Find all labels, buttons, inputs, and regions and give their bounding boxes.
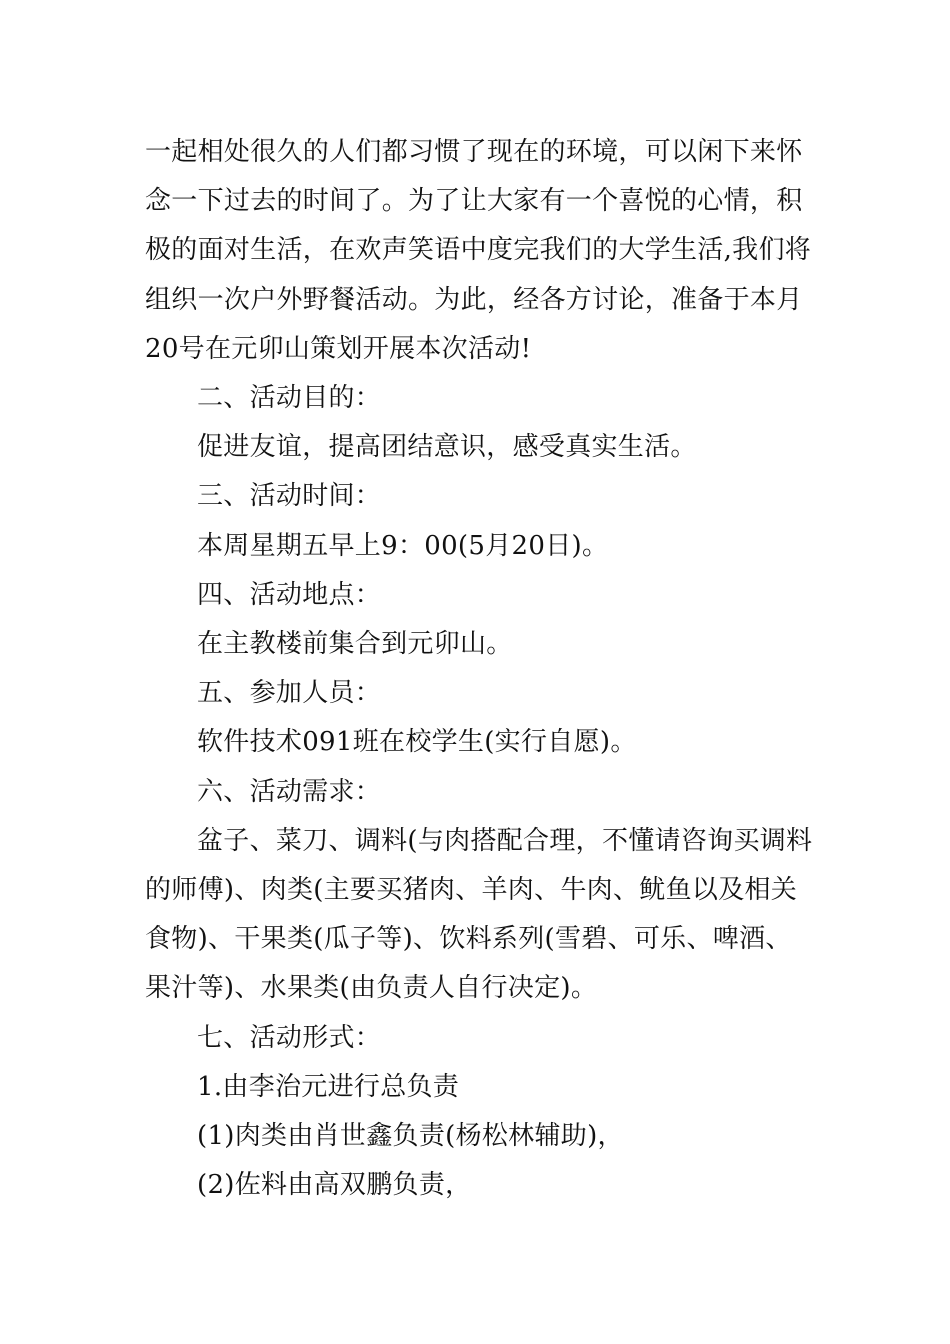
document-page [145,128,813,1210]
body-line: 组织一次户外野餐活动。为此，经各方讨论，准备于本月 [145,284,803,315]
body-line: 一起相处很久的人们都习惯了现在的环境，可以闲下来怀 [145,137,803,167]
section-heading-needs: 六、活动需求： [197,776,382,807]
section-heading-purpose: 二、活动目的： [197,383,382,414]
time-text: 本周星期五早上9：00(5月20日)。 [197,530,609,561]
format-item: 1.由李治元进行总负责 [197,1071,460,1102]
section-heading-time: 三、活动时间： [197,481,382,512]
needs-text-line: 盆子、菜刀、调料(与肉搭配合理，不懂请咨询买调料 [197,825,813,856]
section-heading-location: 四、活动地点： [197,579,382,610]
participants-text: 软件技术091班在校学生(实行自愿)。 [197,727,637,758]
format-subitem: (2)佐料由高双鹏负责， [197,1170,472,1201]
body-line: 极的面对生活，在欢声笑语中度完我们的大学生活,我们将 [145,235,812,266]
body-line: 念一下过去的时间了。为了让大家有一个喜悦的心情，积 [145,186,803,217]
needs-text-line: 果汁等)、水果类(由负责人自行决定)。 [145,973,598,1004]
format-subitem: (1)肉类由肖世鑫负责(杨松林辅助)， [197,1121,624,1152]
location-text: 在主教楼前集合到元卯山。 [197,629,513,660]
needs-text-line: 的师傅)、肉类(主要买猪肉、羊肉、牛肉、鱿鱼以及相关 [145,875,798,906]
section-heading-participants: 五、参加人员： [197,678,382,709]
purpose-text: 促进友谊，提高团结意识，感受真实生活。 [197,432,697,463]
body-line: 20号在元卯山策划开展本次活动! [145,333,532,364]
section-heading-format: 七、活动形式： [197,1022,382,1053]
needs-text-line: 食物)、干果类(瓜子等)、饮料系列(雪碧、可乐、啤酒、 [145,924,792,955]
